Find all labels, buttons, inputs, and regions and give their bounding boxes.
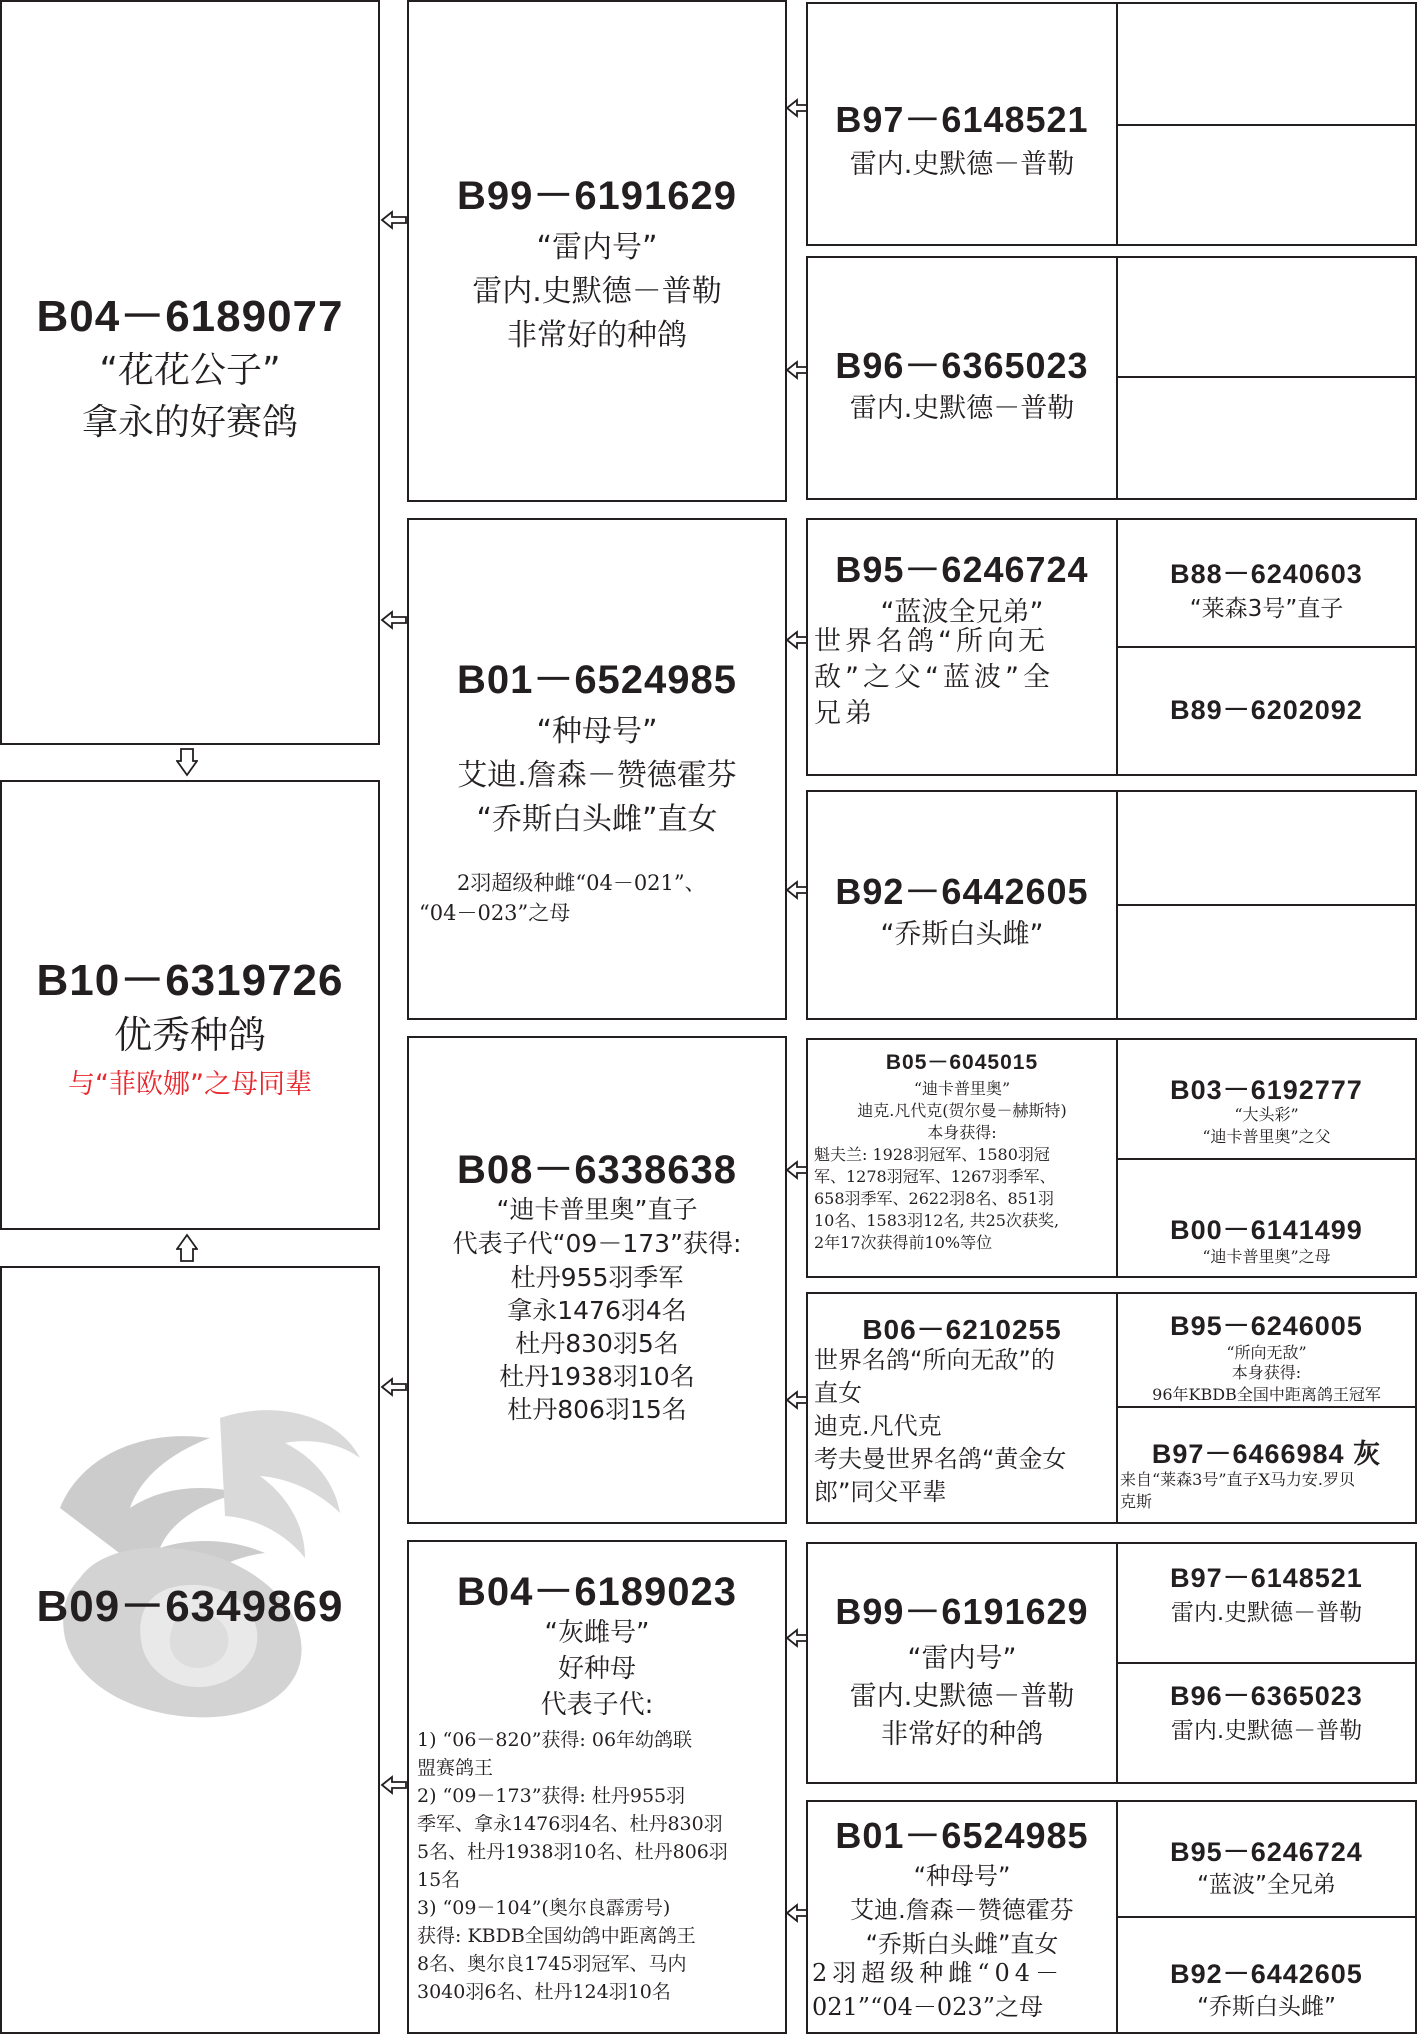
arrow-left-icon xyxy=(380,1377,408,1397)
g3-c1-id: B05－6045015 xyxy=(885,1051,1039,1074)
dam2-line-3: 代表子代: xyxy=(540,1690,654,1720)
g3-a2-line: 雷内.史默德－普勒 xyxy=(849,393,1075,424)
dam-line-2: 艾迪.詹森－赞德霍芬 xyxy=(457,758,737,793)
g4-b1b-id: B89－6202092 xyxy=(1170,695,1363,725)
sire-id: B99－6191629 xyxy=(456,174,738,218)
sire-line-3: 非常好的种鸽 xyxy=(507,318,687,353)
g3-d2-box xyxy=(806,1800,1118,2034)
subject-bottom-id: B09－6349869 xyxy=(36,1582,344,1631)
sire-line-1: “雷内号” xyxy=(536,230,658,265)
g4-c2a-line-1: “所向无敌” xyxy=(1226,1343,1307,1362)
g3-c2-box xyxy=(806,1292,1118,1524)
dam2-box xyxy=(407,1540,787,2034)
dam2-note: 盟赛鸽王 xyxy=(417,1757,494,1779)
g4-empty-cell xyxy=(1116,376,1417,500)
g4-c2a-line-3: 96年KBDB全国中距离鸽王冠军 xyxy=(1152,1385,1381,1404)
g3-c1-line-2: 迪克.凡代克(贺尔曼－赫斯特) xyxy=(857,1101,1067,1120)
subject-top-line-2: 拿永的好赛鸽 xyxy=(81,402,298,443)
g4-c1b-id: B00－6141499 xyxy=(1170,1215,1363,1245)
arrow-left-icon xyxy=(380,210,408,230)
g4-c2b-id: B97－6466984 灰 xyxy=(1151,1439,1382,1469)
dam2-note: 3) “09－104”(奥尔良霹雳号) xyxy=(417,1897,671,1919)
g3-c2-id: B06－6210255 xyxy=(862,1314,1062,1345)
g3-d1-line-1: “雷内号” xyxy=(907,1643,1017,1674)
g3-b1-line-1: “蓝波全兄弟” xyxy=(880,597,1044,628)
g4-empty-cell xyxy=(1116,256,1417,378)
g4-b1a-line: “莱森3号”直子 xyxy=(1189,596,1344,622)
g3-a1-id: B97－6148521 xyxy=(835,99,1089,140)
arrow-left-icon xyxy=(380,1775,408,1795)
g4-empty-cell xyxy=(1116,904,1417,1020)
g4-d2b-id: B92－6442605 xyxy=(1170,1959,1363,1989)
g4-empty-cell xyxy=(1116,124,1417,246)
g4-c2b-line-2: 克斯 xyxy=(1120,1492,1153,1511)
g4-d1b-box xyxy=(1116,1662,1417,1784)
g4-d1b-id: B96－6365023 xyxy=(1170,1681,1363,1711)
g3-a1-line: 雷内.史默德－普勒 xyxy=(849,149,1075,180)
g3-d1-id: B99－6191629 xyxy=(835,1591,1089,1632)
g4-d2b-box xyxy=(1116,1916,1417,2034)
g3-c1-note: 魁夫兰: 1928羽冠军、1580羽冠 xyxy=(814,1145,1050,1164)
g3-b1-line-3: 敌”之父“蓝波”全 xyxy=(814,662,1054,693)
sire2-line-5: 杜丹830羽5名 xyxy=(515,1329,679,1358)
g4-d2b-line: “乔斯白头雌” xyxy=(1197,1994,1336,2020)
g3-a1-box xyxy=(806,2,1118,246)
g4-c2a-box xyxy=(1116,1292,1417,1408)
g4-c1a-box xyxy=(1116,1038,1417,1160)
dam2-line-1: “灰雌号” xyxy=(544,1618,650,1648)
sire2-id: B08－6338638 xyxy=(456,1148,738,1192)
g4-d1a-id: B97－6148521 xyxy=(1170,1563,1363,1593)
g4-b1a-box xyxy=(1116,518,1417,648)
subject-mid-box xyxy=(0,780,380,1230)
sire2-line-3: 杜丹955羽季军 xyxy=(510,1263,684,1292)
g3-c1-note: 2年17次获得前10%等位 xyxy=(814,1233,993,1252)
g3-b1-box xyxy=(806,518,1118,776)
g3-b1-id: B95－6246724 xyxy=(835,549,1089,590)
g3-c2-line: 世界名鸽“所向无敌”的 xyxy=(814,1346,1055,1374)
g3-b2-line: “乔斯白头雌” xyxy=(880,919,1044,950)
arrow-left-icon xyxy=(380,610,408,630)
sire2-line-6: 杜丹1938羽10名 xyxy=(499,1362,695,1391)
dam-line-3: “乔斯白头雌”直女 xyxy=(476,802,718,837)
subject-top-box xyxy=(0,0,380,745)
g3-c2-line: 迪克.凡代克 xyxy=(814,1412,942,1440)
dam-id: B01－6524985 xyxy=(456,658,738,702)
dam-note-1: 2羽超级种雌“04－021”、 xyxy=(457,871,706,895)
g4-c2b-line-1: 来自“莱森3号”直子X马力安.罗贝 xyxy=(1120,1470,1356,1489)
dam2-note: 获得: KBDB全国幼鸽中距离鸽王 xyxy=(417,1925,696,1947)
subject-top-id: B04－6189077 xyxy=(36,292,344,341)
sire2-box xyxy=(407,1036,787,1524)
g3-c2-line: 直女 xyxy=(814,1379,862,1407)
dam2-line-2: 好种母 xyxy=(557,1654,636,1684)
g3-d2-line-2: 艾迪.詹森－赞德霍芬 xyxy=(850,1896,1074,1924)
g4-c1b-line: “迪卡普里奥”之母 xyxy=(1202,1247,1331,1266)
dam2-note: 2) “09－173”获得: 杜丹955羽 xyxy=(417,1785,686,1807)
g3-d1-box xyxy=(806,1542,1118,1784)
subject-mid-line-2: 与“菲欧娜”之母同辈 xyxy=(68,1069,312,1100)
g3-c1-line-1: “迪卡普里奥” xyxy=(913,1079,1011,1098)
g4-d1a-line: 雷内.史默德－普勒 xyxy=(1170,1600,1363,1626)
sire2-line-1: “迪卡普里奥”直子 xyxy=(496,1195,698,1224)
sire-box xyxy=(407,0,787,502)
g3-b2-box xyxy=(806,790,1118,1020)
g3-d2-note-1: 2羽超级种雌“04－ xyxy=(812,1959,1065,1987)
g4-d2a-id: B95－6246724 xyxy=(1170,1837,1363,1867)
g3-a2-id: B96－6365023 xyxy=(835,345,1089,386)
subject-top-line-1: “花花公子” xyxy=(99,350,281,391)
g4-d2a-box xyxy=(1116,1800,1417,1918)
g4-c1a-id: B03－6192777 xyxy=(1170,1075,1363,1105)
watermark-logo-icon xyxy=(20,1398,380,1728)
g3-d2-note-2: 021”“04－023”之母 xyxy=(812,1993,1043,2021)
g4-d1b-line: 雷内.史默德－普勒 xyxy=(1170,1718,1363,1744)
g3-c1-note: 658羽季军、2622羽8名、851羽 xyxy=(814,1189,1054,1208)
dam2-note: 5名、杜丹1938羽10名、杜丹806羽 xyxy=(417,1841,728,1863)
g4-c1a-line-1: “大头彩” xyxy=(1234,1105,1299,1124)
dam2-note: 15名 xyxy=(417,1869,461,1891)
dam2-note: 3040羽6名、杜丹124羽10名 xyxy=(417,1981,671,2003)
g4-b1b-box xyxy=(1116,646,1417,776)
g3-d2-id: B01－6524985 xyxy=(835,1815,1089,1856)
g4-b1a-id: B88－6240603 xyxy=(1170,559,1363,589)
dam2-note: 1) “06－820”获得: 06年幼鸽联 xyxy=(417,1729,693,1751)
g3-d2-line-1: “种母号” xyxy=(913,1862,1011,1890)
dam-line-1: “种母号” xyxy=(536,714,658,749)
g4-d2a-line: “蓝波”全兄弟 xyxy=(1197,1872,1336,1898)
g3-c1-line-3: 本身获得: xyxy=(927,1123,997,1142)
g4-empty-cell xyxy=(1116,2,1417,126)
sire2-line-2: 代表子代“09－173”获得: xyxy=(452,1229,742,1258)
g3-c1-box xyxy=(806,1038,1118,1278)
g3-c1-note: 10名、1583羽12名, 共25次获奖, xyxy=(814,1211,1060,1230)
g4-c2b-box xyxy=(1116,1406,1417,1524)
dam2-note: 季军、拿永1476羽4名、杜丹830羽 xyxy=(417,1813,723,1835)
sire-line-2: 雷内.史默德－普勒 xyxy=(472,274,722,309)
sire2-line-7: 杜丹806羽15名 xyxy=(507,1395,687,1424)
subject-mid-line-1: 优秀种鸽 xyxy=(113,1013,266,1057)
dam2-note: 8名、奥尔良1745羽冠军、马内 xyxy=(417,1953,687,1975)
subject-bottom-box xyxy=(0,1266,380,2034)
g4-c2a-line-2: 本身获得: xyxy=(1231,1363,1302,1382)
g3-c2-line: 考夫曼世界名鸽“黄金女 xyxy=(814,1445,1067,1473)
sire2-line-4: 拿永1476羽4名 xyxy=(507,1296,687,1325)
subject-mid-id: B10－6319726 xyxy=(36,956,344,1005)
g3-b1-line-4: 兄弟 xyxy=(814,698,876,729)
g3-c2-line: 郎”同父平辈 xyxy=(814,1478,947,1506)
g3-b2-id: B92－6442605 xyxy=(835,871,1089,912)
g4-c1b-box xyxy=(1116,1158,1417,1278)
dam2-id: B04－6189023 xyxy=(456,1570,738,1614)
g4-c2a-id: B95－6246005 xyxy=(1170,1311,1363,1341)
g3-a2-box xyxy=(806,256,1118,500)
g3-c1-note: 军、1278羽冠军、1267羽季军、 xyxy=(814,1167,1056,1186)
g4-empty-cell xyxy=(1116,790,1417,906)
g4-c1a-line-2: “迪卡普里奥”之父 xyxy=(1202,1127,1331,1146)
arrow-down-icon xyxy=(176,747,198,777)
arrow-up-icon xyxy=(176,1233,198,1263)
g4-d1a-box xyxy=(1116,1542,1417,1664)
g3-d1-line-2: 雷内.史默德－普勒 xyxy=(849,1681,1075,1712)
dam-note-2: “04－023”之母 xyxy=(419,901,571,925)
g3-d2-line-3: “乔斯白头雌”直女 xyxy=(865,1930,1059,1958)
dam-box xyxy=(407,518,787,1020)
g3-b1-line-2: 世界名鸽“所向无 xyxy=(814,626,1049,657)
g3-d1-line-3: 非常好的种鸽 xyxy=(881,1719,1043,1750)
